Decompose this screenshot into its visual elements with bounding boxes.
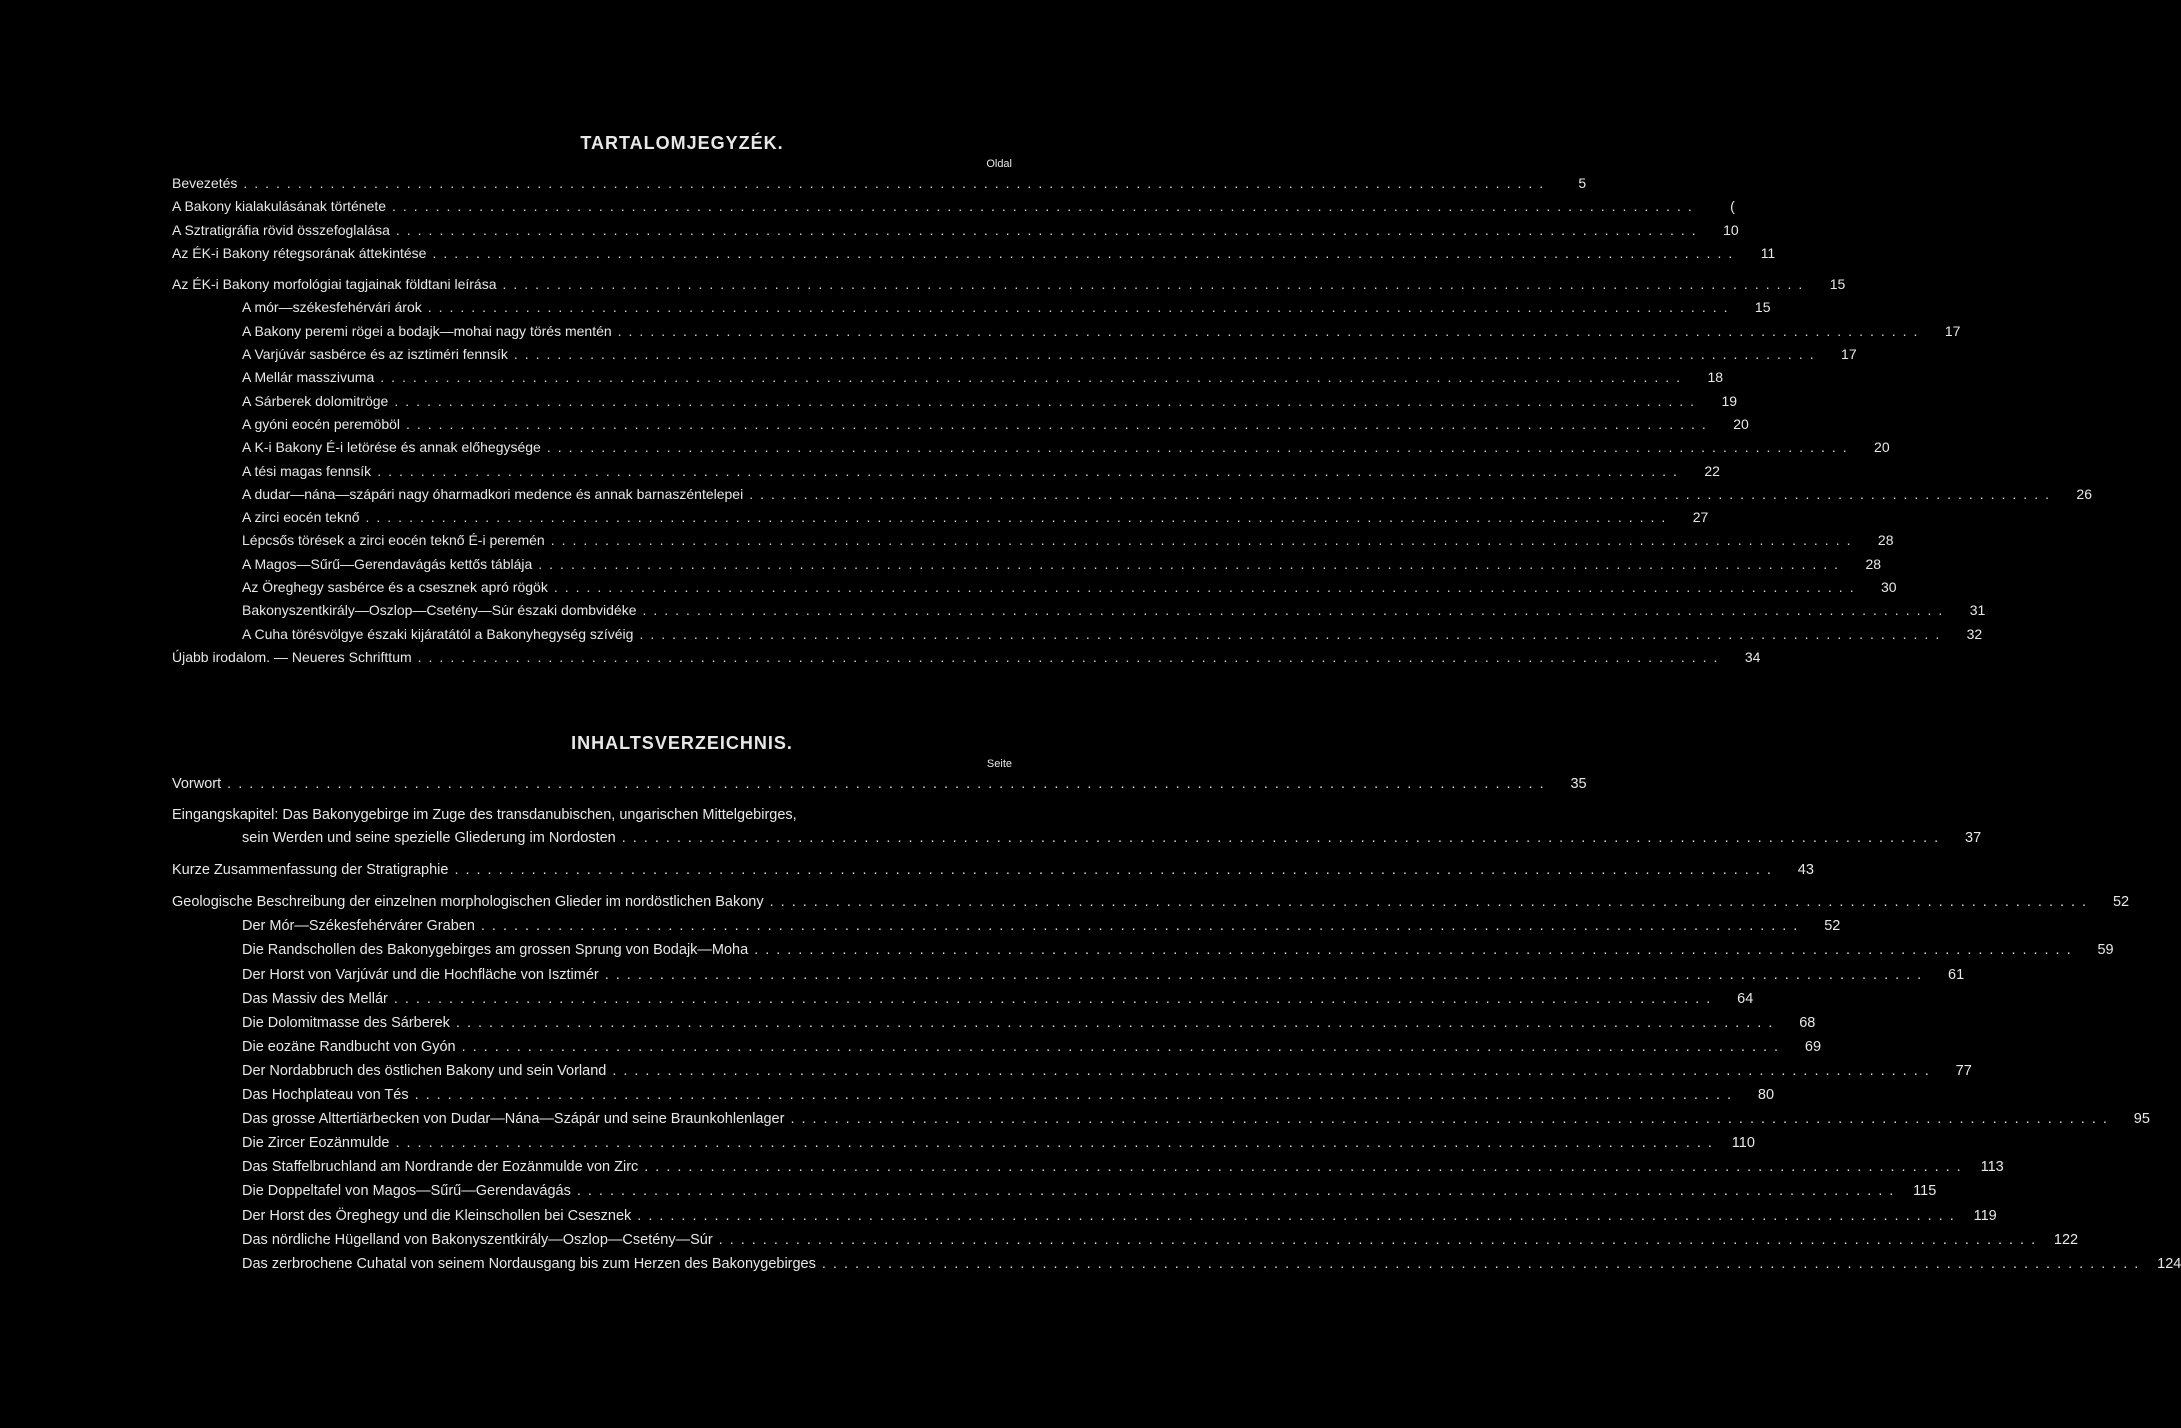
- dot-leader: ........................................................................................................................: [642, 602, 1950, 619]
- dot-leader: ........................................................................................................................: [461, 1038, 1786, 1055]
- toc-entry-title: Der Horst des Öreghegy und die Kleinschollen bei Csesznek: [242, 1207, 632, 1224]
- toc-subentry: [172, 623, 1983, 646]
- toc-entry-title: A Sárberek dolomitröge: [242, 392, 389, 409]
- toc-entry-title: Az ÉK-i Bakony morfológiai tagjainak földtani leírása: [172, 276, 497, 293]
- toc-entry-title: A Bakony kialakulásának története: [172, 198, 387, 215]
- dot-leader: ........................................................................................................................: [427, 299, 1735, 316]
- toc-subentry: [172, 460, 1720, 483]
- toc-entry-page: 80: [1757, 1087, 1775, 1104]
- toc-subentry: [172, 296, 1771, 319]
- toc-subentry: [172, 553, 1882, 576]
- dot-leader: ........................................................................................................................: [546, 439, 1854, 456]
- toc-entry-title: Újabb irodalom. — Neueres Schrifttum: [172, 648, 412, 665]
- toc-entry-page: 110: [1731, 1135, 1755, 1152]
- toc-subentry: [172, 343, 1857, 366]
- dot-leader: ........................................................................................................................: [395, 1135, 1719, 1152]
- hungarian-toc-title: TARTALOMJEGYZÉK.: [580, 133, 784, 153]
- toc-entry-title: Geologische Beschreibung der einzelnen morphologischen Glieder im nordöstlichen Bakony: [172, 894, 764, 911]
- dot-leader: ........................................................................................................................: [612, 1062, 1936, 1079]
- toc-entry: [172, 890, 2130, 914]
- toc-entry-page: 15: [1754, 299, 1771, 316]
- dot-leader: ........................................................................................................................: [432, 244, 1740, 261]
- toc-entry-page: 113: [1980, 1159, 2004, 1176]
- dot-leader: ........................................................................................................................: [553, 579, 1861, 596]
- toc-entry: [172, 172, 1587, 195]
- toc-subentry: [172, 576, 1897, 599]
- toc-entry-title: Die Randschollen des Bakonygebirges am grossen Sprung von Bodajk—Moha: [242, 942, 749, 959]
- toc-subentry: [172, 1204, 1997, 1228]
- dot-leader: ........................................................................................................................: [617, 322, 1925, 339]
- toc-entry-title: Das Staffelbruchland am Nordrande der Eozänmulde von Zirc: [242, 1159, 639, 1176]
- toc-entry-title: Bevezetés: [172, 175, 238, 191]
- dot-leader: ........................................................................................................................: [604, 966, 1929, 983]
- hungarian-toc-list: [172, 172, 2092, 669]
- toc-subentry: [172, 1059, 1972, 1083]
- dot-leader: ........................................................................................................................: [393, 990, 1718, 1007]
- toc-entry-title: Der Nordabbruch des östlichen Bakony und sein Vorland: [242, 1062, 607, 1079]
- dot-leader: ........................................................................................................................: [365, 509, 1673, 526]
- toc-subentry: [172, 320, 1961, 343]
- toc-entry-page: 95: [2133, 1111, 2150, 1128]
- hungarian-page-column-label: Oldal: [986, 158, 1012, 170]
- toc-subentry: [172, 1131, 1755, 1155]
- toc-entry: [172, 219, 1739, 242]
- toc-entry-title: A Sztratigráfia rövid összefoglalása: [172, 221, 390, 238]
- toc-subentry: [172, 1155, 2004, 1179]
- toc-entry-page: 15: [1829, 276, 1846, 293]
- toc-entry-page: 64: [1737, 990, 1754, 1007]
- dot-leader: ........................................................................................................................: [538, 555, 1846, 572]
- toc-entry-title: Der Mór—Székesfehérvárer Graben: [242, 918, 475, 935]
- dot-leader: ........................................................................................................................: [621, 830, 1946, 847]
- dot-leader: ........................................................................................................................: [790, 1111, 2114, 1128]
- toc-entry-page: 68: [1799, 1014, 1816, 1031]
- dot-leader: ........................................................................................................................: [454, 862, 1778, 879]
- toc-entry-page: 61: [1948, 966, 1965, 983]
- dot-leader: ........................................................................................................................: [406, 415, 1713, 432]
- toc-entry-page: 27: [1692, 509, 1709, 526]
- toc-entry-page: 5: [1578, 175, 1587, 191]
- toc-entry-page: 122: [2053, 1231, 2079, 1248]
- toc-subentry: [172, 938, 2114, 962]
- toc-subentry: [172, 1252, 2181, 1276]
- toc-entry-title: Das grosse Alttertiärbecken von Dudar—Nána—Szápár und seine Braunkohlenlager: [242, 1111, 785, 1128]
- dot-leader: ........................................................................................................................: [395, 221, 1703, 238]
- toc-entry-continuation: [172, 826, 1982, 850]
- toc-entry-page: 10: [1723, 221, 1739, 238]
- toc-entry-page: 43: [1797, 862, 1814, 879]
- toc-entry-title: Die Doppeltafel von Magos—Sűrű—Gerendavágás: [242, 1183, 571, 1200]
- toc-subentry: [172, 529, 1894, 552]
- dot-leader: ........................................................................................................................: [754, 942, 2078, 959]
- dot-leader: ........................................................................................................................: [821, 1255, 2146, 1272]
- dot-leader: ........................................................................................................................: [769, 894, 2094, 911]
- toc-entry-page: 28: [1865, 555, 1882, 572]
- dot-leader: ........................................................................................................................: [455, 1014, 1780, 1031]
- dot-leader: ........................................................................................................................: [392, 198, 1699, 215]
- toc-entry-page: 119: [1973, 1207, 1997, 1224]
- toc-entry-title: A Magos—Sűrű—Gerendavágás kettős táblája: [242, 555, 533, 572]
- toc-entry-page: 115: [1913, 1183, 1937, 1200]
- toc-subentry: [172, 599, 1986, 622]
- toc-subentry: [172, 506, 1709, 529]
- toc-entry-title: A tési magas fennsík: [242, 462, 372, 479]
- toc-entry-page: 52: [2112, 894, 2130, 911]
- toc-entry-page: 30: [1881, 579, 1897, 596]
- toc-subentry: [172, 1011, 1816, 1035]
- toc-entry-title: A zirci eocén teknő: [242, 509, 360, 526]
- toc-entry-title: A Bakony peremi rögei a bodajk—mohai nagy törés mentén: [242, 322, 612, 339]
- dot-leader: ........................................................................................................................: [377, 462, 1684, 479]
- dot-leader: ........................................................................................................................: [644, 1159, 1968, 1176]
- toc-subentry: [172, 914, 1841, 938]
- toc-entry-title: Az Öreghegy sasbérce és a csesznek apró rögök: [242, 579, 548, 596]
- toc-entry-page: 34: [1744, 648, 1761, 665]
- german-page-column-label: Seite: [986, 758, 1012, 770]
- toc-entry-page: 20: [1733, 415, 1749, 432]
- dot-leader: ........................................................................................................................: [243, 175, 1551, 191]
- dot-leader: ........................................................................................................................: [502, 276, 1810, 293]
- dot-leader: ........................................................................................................................: [637, 1207, 1961, 1224]
- toc-subentry: [172, 366, 1724, 389]
- toc-entry-title: Der Horst von Varjúvár und die Hochfläche von Isztimér: [242, 966, 599, 983]
- toc-entry-title: Eingangskapitel: Das Bakonygebirge im Zuge des transdanubischen, ungarischen Mittelgebirges,: [172, 807, 797, 824]
- toc-subentry: [172, 1035, 1822, 1059]
- toc-entry-page: 77: [1955, 1062, 1972, 1079]
- toc-entry-page: 18: [1707, 369, 1724, 386]
- toc-entry-title: Az ÉK-i Bakony rétegsorának áttekintése: [172, 244, 427, 261]
- toc-entry-title: Die Zircer Eozänmulde: [242, 1135, 390, 1152]
- german-toc-title: INHALTSVERZEICHNIS.: [571, 733, 793, 753]
- toc-entry-title: A Mellár masszivuma: [242, 369, 375, 386]
- toc-entry-title: Das Massiv des Mellár: [242, 990, 388, 1007]
- toc-entry-page: 52: [1824, 918, 1841, 935]
- toc-entry: [172, 858, 1814, 882]
- toc-entry-page: 35: [1570, 776, 1587, 792]
- toc-entry-title: A dudar—nána—szápári nagy óharmadkori medence és annak barnaszéntelepei: [242, 485, 744, 502]
- dot-leader: ........................................................................................................................: [394, 392, 1702, 409]
- toc-entry-title: A gyóni eocén peremöböl: [242, 415, 400, 432]
- toc-entry-title: Das Hochplateau von Tés: [242, 1087, 409, 1104]
- dot-leader: ........................................................................................................................: [576, 1183, 1901, 1200]
- toc-entry: [172, 772, 1587, 796]
- toc-entry-page: 69: [1804, 1038, 1822, 1055]
- toc-entry-title: Lépcsős törések a zirci eocén teknő É-i peremén: [242, 532, 545, 549]
- toc-entry-title: A K-i Bakony É-i letörése és annak előhegysége: [242, 439, 541, 456]
- toc-subentry: [172, 1107, 2150, 1131]
- toc-subentry: [172, 987, 1754, 1011]
- dot-leader: ........................................................................................................................: [417, 648, 1725, 665]
- toc-entry-title: Das nördliche Hügelland von Bakonyszentkirály—Oszlop—Csetény—Súr: [242, 1231, 713, 1248]
- toc-entry-title: sein Werden und seine spezielle Gliederung im Nordosten: [242, 830, 616, 847]
- toc-entry: [172, 804, 1012, 826]
- toc-entry-page: 17: [1944, 322, 1961, 339]
- toc-entry-title: A mór—székesfehérvári árok: [242, 299, 422, 316]
- toc-entry-page: 32: [1966, 625, 1983, 642]
- german-toc-list: [172, 772, 2181, 1276]
- dot-leader: ........................................................................................................................: [718, 1231, 2043, 1248]
- toc-entry-title: A Varjúvár sasbérce és az isztiméri fennsík: [242, 346, 508, 363]
- toc-entry-title: A Cuha törésvölgye északi kijáratától a Bakonyhegység szívéig: [242, 625, 634, 642]
- toc-subentry: [172, 483, 2092, 506]
- toc-entry-page: 28: [1877, 532, 1894, 549]
- toc-entry-page: 31: [1969, 602, 1986, 619]
- toc-entry-title: Die Dolomitmasse des Sárberek: [242, 1014, 450, 1031]
- dot-leader: ........................................................................................................................: [513, 346, 1821, 363]
- toc-entry-page: (: [1730, 198, 1735, 215]
- dot-leader: ........................................................................................................................: [639, 625, 1947, 642]
- hungarian-toc-section: [172, 130, 2092, 669]
- toc-entry-title: Die eozäne Randbucht von Gyón: [242, 1038, 456, 1055]
- dot-leader: ........................................................................................................................: [380, 369, 1688, 386]
- dot-leader: ........................................................................................................................: [480, 918, 1805, 935]
- toc-subentry: [172, 1179, 1937, 1203]
- toc-entry-page: 37: [1965, 830, 1982, 847]
- toc-entry-page: 59: [2097, 942, 2114, 959]
- toc-entry-title: Das zerbrochene Cuhatal von seinem Nordausgang bis zum Herzen des Bakonygebirges: [242, 1255, 816, 1272]
- german-toc-section: [172, 730, 2181, 1276]
- toc-subentry: [172, 436, 1890, 459]
- toc-subentry: [172, 390, 1738, 413]
- toc-subentry: [172, 1228, 2079, 1252]
- toc-subentry: [172, 413, 1749, 436]
- dot-leader: ........................................................................................................................: [414, 1087, 1739, 1104]
- toc-entry: [172, 195, 1735, 218]
- dot-leader: ........................................................................................................................: [227, 776, 1551, 792]
- toc-entry-page: 17: [1841, 346, 1857, 363]
- toc-entry-page: 22: [1704, 462, 1720, 479]
- toc-entry-title: Vorwort: [172, 776, 222, 792]
- toc-entry: [172, 646, 1761, 669]
- toc-subentry: [172, 1083, 1775, 1107]
- toc-subentry: [172, 963, 1965, 987]
- toc-entry-page: 26: [2076, 485, 2092, 502]
- toc-entry-page: 20: [1874, 439, 1890, 456]
- toc-entry-title: Kurze Zusammenfassung der Stratigraphie: [172, 862, 449, 879]
- toc-entry: [172, 273, 1846, 296]
- toc-entry: [172, 242, 1776, 265]
- toc-entry-page: 11: [1760, 244, 1776, 261]
- toc-entry-title: Bakonyszentkirály—Oszlop—Csetény—Súr északi dombvidéke: [242, 602, 637, 619]
- toc-entry-page: 124: [2157, 1255, 2181, 1272]
- dot-leader: ........................................................................................................................: [550, 532, 1858, 549]
- dot-leader: ........................................................................................................................: [749, 485, 2056, 502]
- toc-entry-page: 19: [1721, 392, 1738, 409]
